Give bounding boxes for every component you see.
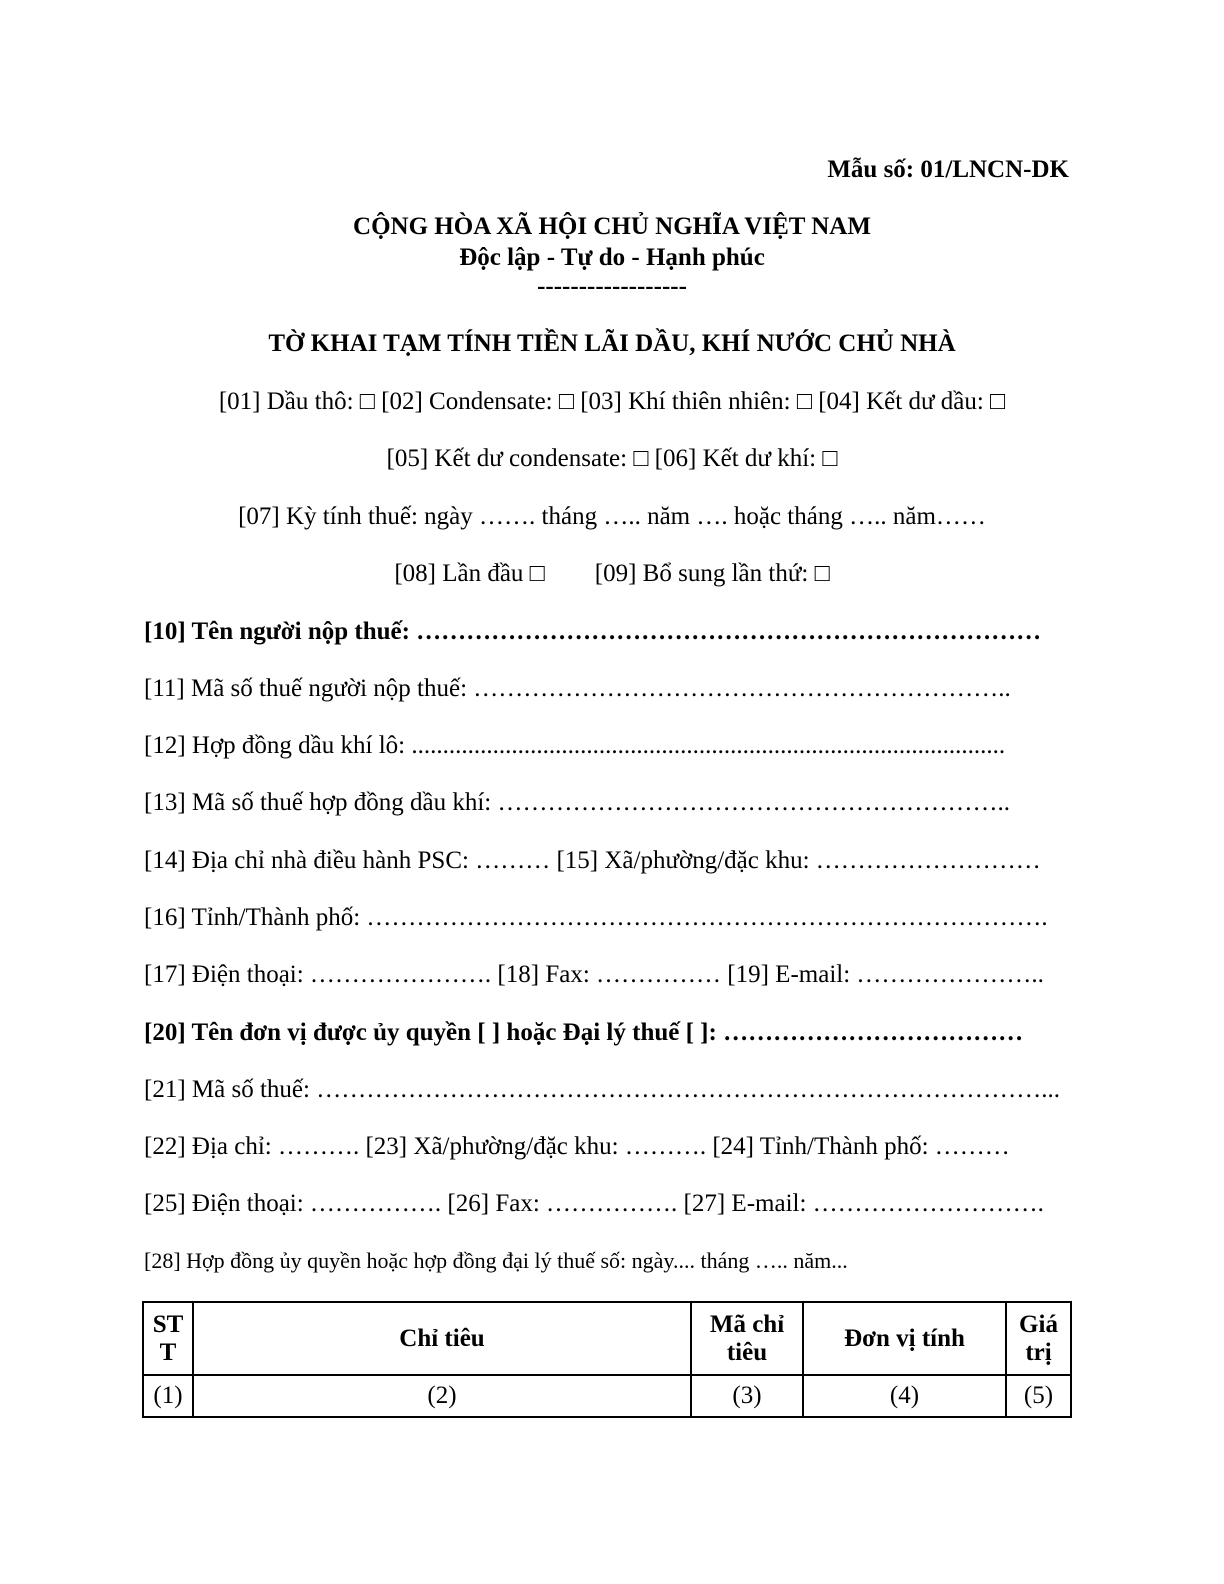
first-time-checkbox[interactable]: [08] Lần đầu □	[394, 560, 545, 587]
table-row	[143, 1375, 1071, 1417]
header-indicator-code: Mã chỉ tiêu	[691, 1302, 803, 1375]
header-unit: Đơn vị tính	[803, 1302, 1006, 1375]
taxpayer-tax-code-field[interactable]: [11] Mã số thuế người nộp thuế: ………………………………………………………..	[144, 675, 1011, 702]
petroleum-contract-field[interactable]: [12] Hợp đồng dầu khí lô: ...............................................................................................	[144, 732, 1006, 759]
province-field[interactable]: [16] Tỉnh/Thành phố: ……………………………………………………………………….	[144, 904, 1048, 931]
column-number-cell: (5)	[1006, 1375, 1071, 1417]
column-number-cell: (1)	[143, 1375, 193, 1417]
supplement-checkbox[interactable]: [09] Bổ sung lần thứ: □	[594, 560, 830, 587]
contact-field[interactable]: [17] Điện thoại: …………………. [18] Fax: …………… [19] E-mail: …………………..	[144, 961, 1044, 988]
column-number-cell: (4)	[803, 1375, 1006, 1417]
column-number-cell: (3)	[691, 1375, 803, 1417]
tax-period-field[interactable]: [07] Kỳ tính thuế: ngày ……. tháng ….. năm …. hoặc tháng ….. năm……	[238, 503, 986, 530]
table-header-row	[143, 1302, 1071, 1375]
authorized-agent-field[interactable]: [20] Tên đơn vị được ủy quyền [ ] hoặc Đại lý thuế [ ]: ………………………………	[144, 1019, 1024, 1046]
agent-address-field[interactable]: [22] Địa chỉ: ………. [23] Xã/phường/đặc khu: ………. [24] Tỉnh/Thành phố: ………	[144, 1133, 1010, 1160]
product-type-checkboxes[interactable]: [01] Dầu thô: □ [02] Condensate: □ [03] Khí thiên nhiên: □ [04] Kết dư dầu: □	[218, 388, 1006, 415]
national-motto: Độc lập - Tự do - Hạnh phúc	[459, 244, 765, 271]
taxpayer-name-field[interactable]: [10] Tên người nộp thuế: …………………………………………………………………	[144, 618, 1042, 645]
submission-type-row	[0, 559, 1224, 589]
header-value: Giá trị	[1006, 1302, 1071, 1375]
country-name: CỘNG HÒA XÃ HỘI CHỦ NGHĨA VIỆT NAM	[353, 213, 871, 240]
agency-contract-field[interactable]: [28] Hợp đồng ủy quyền hoặc hợp đồng đại lý thuế số: ngày.... tháng ….. năm...	[144, 1248, 848, 1273]
agent-tax-code-field[interactable]: [21] Mã số thuế: ……………………………………………………………………………...	[144, 1076, 1060, 1103]
agent-contact-field[interactable]: [25] Điện thoại: ……………. [26] Fax: ……………. [27] E-mail: ……………………….	[144, 1190, 1044, 1217]
column-number-cell: (2)	[193, 1375, 691, 1417]
operator-address-field[interactable]: [14] Địa chỉ nhà điều hành PSC: ……… [15] Xã/phường/đặc khu: ………………………	[144, 847, 1041, 874]
contract-tax-code-field[interactable]: [13] Mã số thuế hợp đồng dầu khí: ……………………………………………………..	[144, 789, 1010, 816]
header-indicator: Chỉ tiêu	[193, 1302, 691, 1375]
form-number: Mẫu số: 01/LNCN-DK	[827, 156, 1069, 183]
document-title: TỜ KHAI TẠM TÍNH TIỀN LÃI DẦU, KHÍ NƯỚC CHỦ NHÀ	[268, 330, 956, 357]
surplus-type-checkboxes[interactable]: [05] Kết dư condensate: □ [06] Kết dư khí: □	[386, 445, 838, 472]
header-stt: ST T	[143, 1302, 193, 1375]
indicator-table	[142, 1301, 1072, 1418]
header-separator: ------------------	[537, 273, 687, 300]
